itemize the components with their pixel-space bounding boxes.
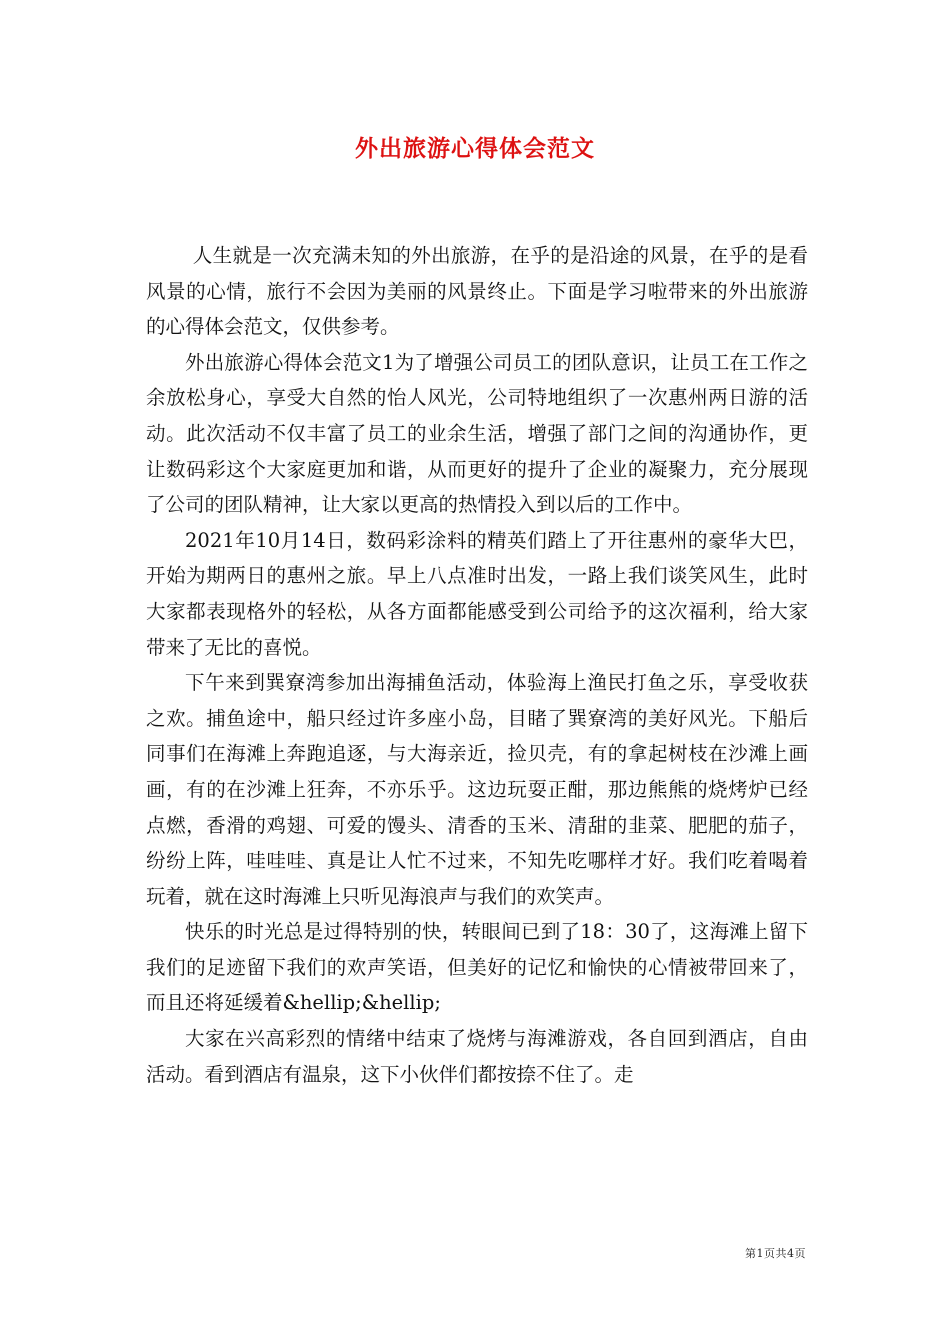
page-number-footer: 第1页共4页 [745, 1247, 806, 1260]
paragraph-sample-1: 外出旅游心得体会范文1为了增强公司员工的团队意识，让员工在工作之余放松身心，享受大自然的怡人风光，公司特地组织了一次惠州两日游的活动。此次活动不仅丰富了员工的业余生活，增强了部门之间的沟通协作，更让数码彩这个大家庭更加和谐，从而更好的提升了企业的凝聚力，充分展现了公司的团队精神，让大家以更高的热情投入到以后的工作中。 [146, 350, 808, 517]
document-body [146, 238, 808, 1092]
paragraph-intro: 人生就是一次充满未知的外出旅游，在乎的是沿途的风景，在乎的是看风景的心情，旅行不会因为美丽的风景终止。下面是学习啦带来的外出旅游的心得体会范文，仅供参考。 [146, 244, 808, 339]
document-title: 外出旅游心得体会范文 [355, 135, 595, 162]
paragraph-hotel: 大家在兴高彩烈的情绪中结束了烧烤与海滩游戏，各自回到酒店，自由活动。看到酒店有温泉，这下小伙伴们都按捺不住了。走 [146, 1027, 808, 1086]
paragraph-happy-time: 快乐的时光总是过得特别的快，转眼间已到了18：30了，这海滩上留下我们的足迹留下我们的欢声笑语，但美好的记忆和愉快的心情被带回来了，而且还将延缓着&hellip;&hellip; [146, 920, 808, 1015]
paragraph-departure: 2021年10月14日，数码彩涂料的精英们踏上了开往惠州的豪华大巴，开始为期两日的惠州之旅。早上八点准时出发，一路上我们谈笑风生，此时大家都表现格外的轻松，从各方面都能感受到公司给予的这次福利，给大家带来了无比的喜悦。 [146, 528, 808, 659]
paragraph-fishing-beach: 下午来到巽寮湾参加出海捕鱼活动，体验海上渔民打鱼之乐，享受收获之欢。捕鱼途中，船只经过许多座小岛，目睹了巽寮湾的美好风光。下船后同事们在海滩上奔跑追逐，与大海亲近，捡贝壳，有的拿起树枝在沙滩上画画，有的在沙滩上狂奔，不亦乐乎。这边玩耍正酣，那边熊熊的烧烤炉已经点燃，香滑的鸡翅、可爱的馒头、清香的玉米、清甜的韭菜、肥肥的茄子，纷纷上阵，哇哇哇、真是让人忙不过来，不知先吃哪样才好。我们吃着喝着玩着，就在这时海滩上只听见海浪声与我们的欢笑声。 [146, 671, 808, 908]
